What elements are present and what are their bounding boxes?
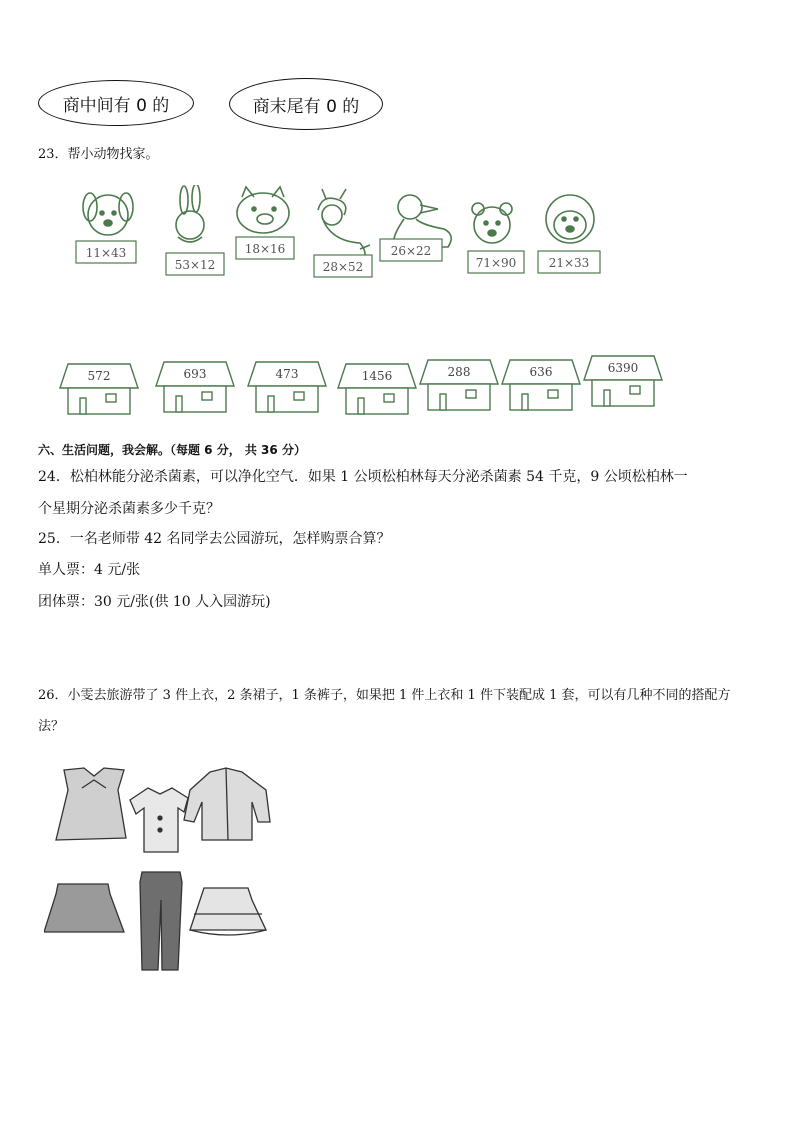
animal-expr: 26×22: [390, 244, 432, 258]
rabbit-icon: [176, 185, 204, 242]
house-number: 693: [183, 367, 207, 381]
monkey-icon: [546, 195, 594, 243]
question-23: 23．帮小动物找家。: [38, 147, 159, 162]
house-number: 473: [275, 367, 299, 381]
animals-row: [60, 185, 620, 285]
animal-expr: 11×43: [85, 246, 127, 260]
house-number: 288: [447, 365, 471, 379]
house-number: 6390: [607, 361, 639, 375]
question-25: 25．一名老师带 42 名同学去公园游玩，怎样购票合算？: [38, 531, 391, 547]
oval-quotient-middle-zero: [38, 80, 194, 126]
animal-expr: 28×52: [322, 260, 364, 274]
group-ticket: 团体票：30 元/张(供 10 人入园游玩): [38, 594, 271, 610]
house-number: 1456: [361, 369, 393, 383]
section-6-heading: 六、生活问题，我会解。（每题 6 分， 共 36 分）: [38, 443, 306, 457]
dress-top-icon: [56, 768, 126, 840]
single-ticket: 单人票：4 元/张: [38, 562, 141, 578]
animal-expr: 18×16: [244, 242, 286, 256]
blouse-icon: [130, 788, 188, 852]
oval-label: 商中间有 0 的: [62, 95, 170, 116]
houses-row: [58, 350, 668, 420]
oval-quotient-end-zero: [229, 78, 383, 130]
oval-label: 商末尾有 0 的: [252, 96, 360, 117]
goat-icon: [318, 189, 370, 263]
skirt-icon: [44, 884, 124, 932]
animal-expr: 71×90: [475, 256, 517, 270]
animal-expr: 53×12: [174, 258, 216, 272]
dog-icon: [83, 193, 133, 235]
animal-expr: 21×33: [548, 256, 590, 270]
jacket-icon: [184, 768, 270, 840]
pants-icon: [140, 872, 182, 970]
bear-icon: [472, 203, 512, 243]
question-26-line1: 26．小雯去旅游带了 3 件上衣，2 条裙子，1 条裤子，如果把 1 件上衣和 1 件下装配成 1 套，可以有几种不同的搭配方: [38, 688, 731, 703]
question-24-line1: 24．松柏林能分泌杀菌素，可以净化空气．如果 1 公顷松柏林每天分泌杀菌素 54 千克，9 公顷松柏林一: [38, 469, 688, 485]
ruffle-skirt-icon: [190, 888, 266, 935]
clothes-illustration: [44, 760, 284, 980]
pig-icon: [237, 187, 289, 233]
question-26-line2: 法？: [38, 719, 65, 734]
question-24-line2: 个星期分泌杀菌素多少千克？: [38, 501, 220, 517]
house-number: 572: [87, 369, 111, 383]
house-number: 636: [529, 365, 553, 379]
